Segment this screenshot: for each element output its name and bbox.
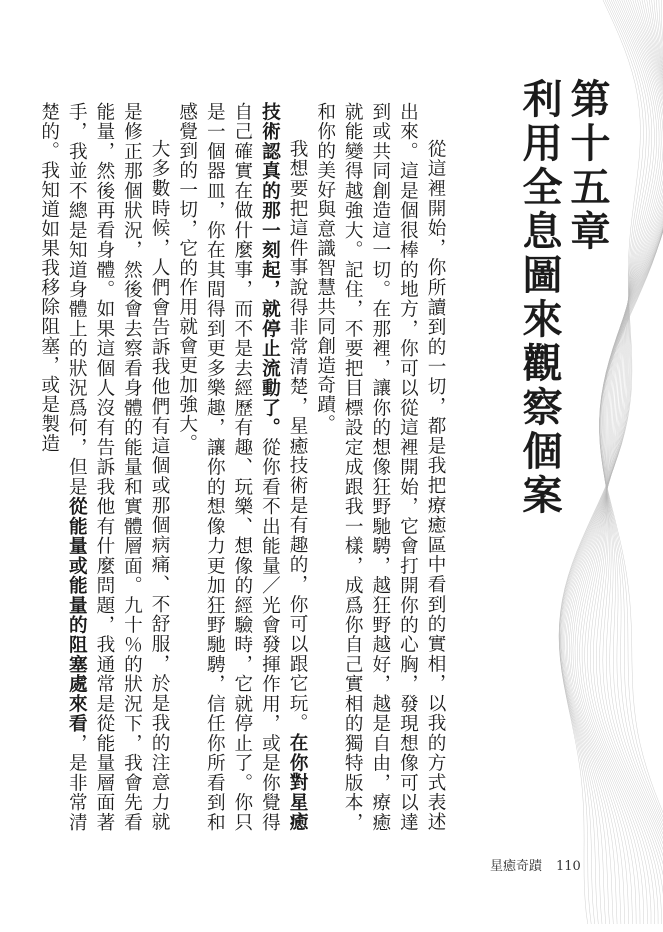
paragraph-text: 從這裡開始，你所讀到的一切，都是我把療癒區中看到的實相，以我的方式表述出來。這是個很棒的地方，你可以從這裡開始，它會打開你的心胸，發現想像可以達到或共同創造這一切。在那裡，讓你的想像狂野馳騁，越狂野越好，越是自由，療癒就能變得越強大。記住，不要把目標設定成跟我一樣，成爲你自己實相的獨特版本，和你的美好與意識智慧共同創造奇蹟。 (314, 102, 446, 832)
paragraph-text: 我想要把這件事說得非常清楚，星癒技術是有趣的，你可以跟它玩。 (287, 139, 309, 734)
bold-emphasis-text: 從能量或能量的阻塞處來看 (66, 496, 88, 734)
body-text (37, 102, 449, 832)
paragraph-text: 從你看不出能量／光會發揮作用，或是你覺得自己確實在做什麼事，而不是去經歷有趣、玩樂、想像的經驗時，它就停止了。你只是一個器皿，你在其間得到更多樂趣，讓你的想像力更加狂野馳騁，信任你所看到和感覺到的一切，它的作用就會更加強大。 (176, 102, 281, 833)
running-book-title: 星癒奇蹟 (490, 859, 543, 874)
paragraph (311, 102, 449, 832)
chapter-heading: 利用全息圖來觀察個案 (516, 78, 563, 518)
chapter-title (515, 78, 611, 518)
page-footer (490, 855, 581, 874)
page-number: 110 (556, 859, 581, 874)
paragraph-text: 大多數時候，人們會告訴我他們有這個或那個病痛、不舒服，於是我的注意力就是修正那個狀況，然後會去察看身體的能量和實體層面。九十％的狀況下，我會先看能量，然後再看身體。如果這個人沒有告訴我他有什麼問題，我通常是從能量層面著手，我並不總是知道身體上的狀況爲何，但是 (66, 102, 171, 832)
paragraph (173, 102, 311, 832)
bold-emphasis-text: 在你對星癒技術認真的那一刻起，就停止流動了。 (259, 102, 309, 833)
chapter-number: 第十五章 (564, 78, 611, 254)
paragraph-text: ，是非常清楚的。我知道如果我移除阻塞，或是製造 (38, 102, 88, 833)
paragraph (35, 102, 173, 832)
